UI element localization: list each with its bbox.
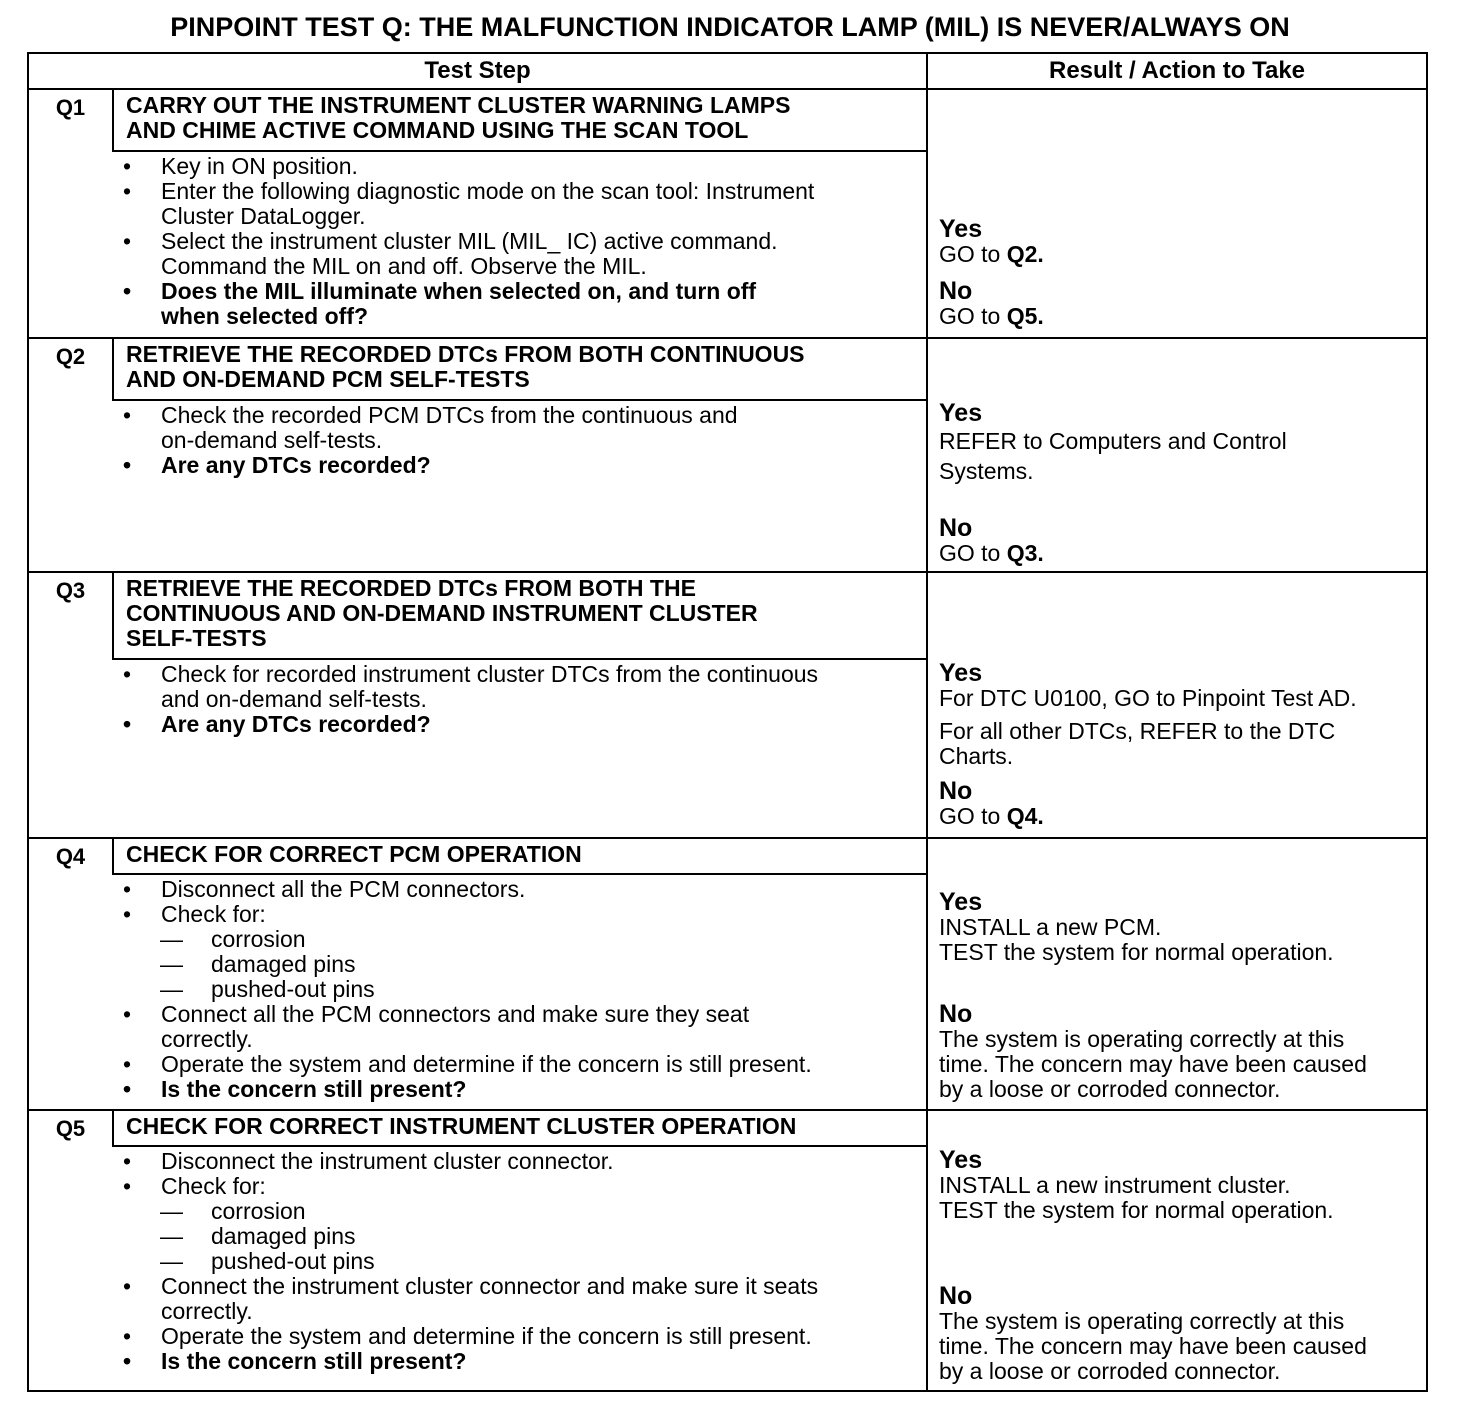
header-result-action: Result / Action to Take (1048, 57, 1306, 84)
sub-list-item: — damaged pins (29, 1224, 926, 1249)
step-body (29, 877, 926, 1102)
yes-action: For DTC U0100, GO to Pinpoint Test AD. (939, 685, 1357, 711)
step-q2 (29, 337, 1426, 571)
no-label: No (939, 1000, 973, 1028)
yes-action: GO to Q2. (939, 241, 1044, 267)
list-item-question: • Does the MIL illuminate when selected on, and turn off when selected off? (29, 279, 926, 329)
list-item-question: • Are any DTCs recorded? (29, 712, 926, 737)
step-id: Q4 (55, 844, 86, 869)
no-label: No (939, 277, 973, 305)
list-item: • Enter the following diagnostic mode on the scan tool: Instrument Cluster DataLogger. (29, 179, 926, 229)
list-item: • Connect all the PCM connectors and make sure they seat correctly. (29, 1002, 926, 1052)
step-id: Q2 (55, 344, 86, 369)
sub-list-item: — damaged pins (29, 952, 926, 977)
step-result (928, 1111, 1426, 1390)
list-item-question: • Are any DTCs recorded? (29, 453, 926, 478)
list-item: • Check for: (29, 1174, 926, 1199)
step-id: Q3 (55, 578, 86, 603)
sub-list-item: — corrosion (29, 1199, 926, 1224)
step-id: Q1 (55, 95, 86, 120)
no-label: No (939, 777, 973, 805)
step-heading: RETRIEVE THE RECORDED DTCs FROM BOTH THE CONTINUOUS AND ON-DEMAND INSTRUMENT CLUSTER SELF-TESTS (112, 573, 926, 660)
no-label: No (939, 1282, 973, 1310)
list-item: • Connect the instrument cluster connector and make sure it seats correctly. (29, 1274, 926, 1324)
list-item: • Select the instrument cluster MIL (MIL_ IC) active command. Command the MIL on and off. Observe the MIL. (29, 229, 926, 279)
yes-label: Yes (939, 659, 983, 687)
yes-label: Yes (939, 888, 983, 916)
step-heading: CARRY OUT THE INSTRUMENT CLUSTER WARNING LAMPS AND CHIME ACTIVE COMMAND USING THE SCAN TOOL (112, 90, 926, 152)
yes-action: REFER to Computers and Control Systems. (939, 428, 1287, 484)
step-q5 (29, 1109, 1426, 1390)
list-item-question: • Is the concern still present? (29, 1349, 926, 1374)
list-item-question: • Is the concern still present? (29, 1077, 926, 1102)
step-heading: CHECK FOR CORRECT INSTRUMENT CLUSTER OPERATION (112, 1111, 926, 1147)
step-body (29, 403, 926, 478)
step-body (29, 662, 926, 737)
list-item: • Operate the system and determine if the concern is still present. (29, 1052, 926, 1077)
list-item: • Key in ON position. (29, 154, 926, 179)
step-q3 (29, 571, 1426, 837)
pinpoint-test-table (27, 52, 1428, 1392)
yes-label: Yes (939, 215, 983, 243)
no-action: GO to Q5. (939, 303, 1044, 329)
no-action: GO to Q4. (939, 803, 1044, 829)
yes-action-secondary: For all other DTCs, REFER to the DTC Charts. (939, 718, 1336, 769)
list-item: • Check for: (29, 902, 926, 927)
sub-list-item: — pushed-out pins (29, 977, 926, 1002)
sub-list-item: — corrosion (29, 927, 926, 952)
yes-action: INSTALL a new PCM. TEST the system for normal operation. (939, 914, 1334, 965)
step-result (928, 839, 1426, 1109)
step-heading: CHECK FOR CORRECT PCM OPERATION (112, 839, 926, 875)
header-test-step: Test Step (29, 54, 928, 90)
yes-action: INSTALL a new instrument cluster. TEST the system for normal operation. (939, 1172, 1334, 1223)
no-action: The system is operating correctly at this time. The concern may have been caused by a loose or corroded connector. (939, 1026, 1367, 1102)
list-item: • Check the recorded PCM DTCs from the continuous and on-demand self-tests. (29, 403, 926, 453)
no-label: No (939, 514, 973, 542)
page-title: PINPOINT TEST Q: THE MALFUNCTION INDICATOR LAMP (MIL) IS NEVER/ALWAYS ON (170, 12, 1290, 42)
sub-list-item: — pushed-out pins (29, 1249, 926, 1274)
step-heading: RETRIEVE THE RECORDED DTCs FROM BOTH CONTINUOUS AND ON-DEMAND PCM SELF-TESTS (112, 339, 926, 401)
no-action: GO to Q3. (939, 540, 1044, 566)
step-result (928, 339, 1426, 571)
step-q1 (29, 88, 1426, 337)
step-body (29, 1149, 926, 1374)
step-body (29, 154, 926, 329)
no-action: The system is operating correctly at this time. The concern may have been caused by a loose or corroded connector. (939, 1308, 1367, 1384)
step-result (928, 90, 1426, 337)
step-id: Q5 (55, 1116, 86, 1141)
step-q4 (29, 837, 1426, 1109)
step-result (928, 573, 1426, 837)
yes-label: Yes (939, 1146, 983, 1174)
list-item: • Disconnect all the PCM connectors. (29, 877, 926, 902)
list-item: • Check for recorded instrument cluster DTCs from the continuous and on-demand self-tests. (29, 662, 926, 712)
list-item: • Disconnect the instrument cluster connector. (29, 1149, 926, 1174)
list-item: • Operate the system and determine if the concern is still present. (29, 1324, 926, 1349)
yes-label: Yes (939, 399, 983, 427)
